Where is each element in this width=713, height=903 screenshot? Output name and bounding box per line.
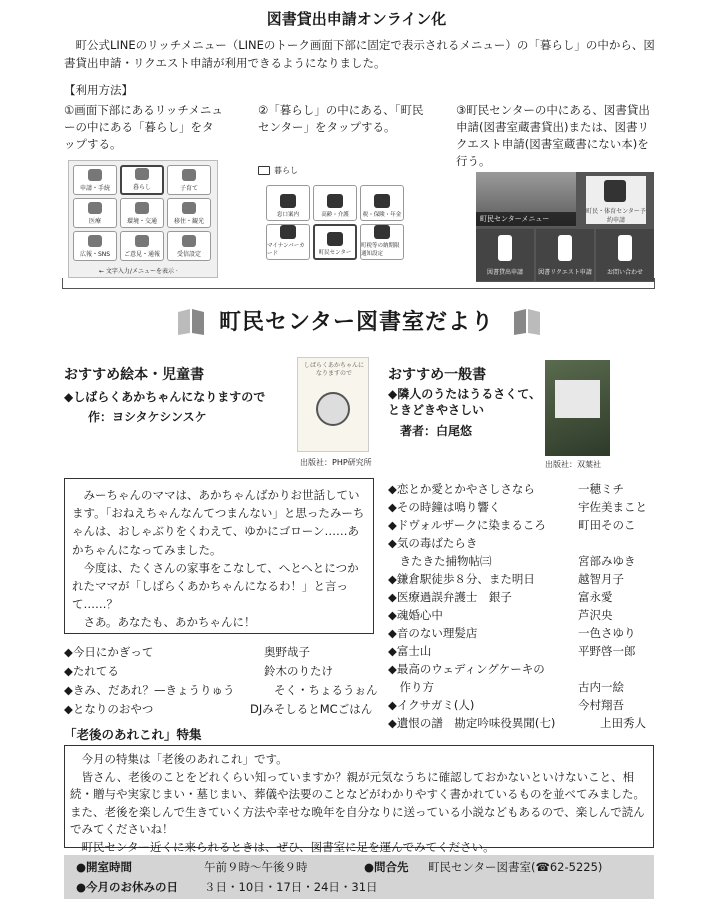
person-raising-hand-icon [558,235,572,261]
story-paragraph: 今度は、たくさんの家事をこなして、へとへとにつかれたママが「しばらくあかちゃんになるわ！」と言って……？ [72,560,359,612]
doctor-icon [88,202,102,214]
center-menu-mockup [476,172,654,282]
list-item: ◆たれてる 鈴木のりたけ [64,664,333,678]
section-divider [62,288,655,289]
phone-icon [618,235,632,261]
list-item: ◆となりのおやつ DJみそしるとMCごはん [64,702,373,716]
monitor-icon [258,166,270,175]
menu-cell: 窓口案内 [266,185,310,221]
feature-text [70,751,650,856]
gear-icon [182,235,196,247]
menu-cell: 受信設定 [167,231,211,261]
step-3: ③町民センターの中にある、図書貸出申請(図書室蔵書貸出)または、図書リクエスト申請(図書室蔵書にない本)を行う。 [456,103,650,168]
mockup-footer: ← 文字入力/メニューを表示 · [99,268,178,275]
center-building-icon [327,232,343,246]
feature-paragraph: 今月の特集は「老後のあれこれ」です。 [81,752,288,766]
sightseeing-icon [182,202,196,214]
elderly-icon [327,194,343,208]
menu-cell: 移住・観光 [167,198,211,228]
list-item: ◆今日にかぎって 奥野哉子 [64,645,310,659]
contact-label: ●問合先 [364,860,409,874]
house-icon [135,168,149,180]
list-item: ◆きみ、だあれ？—きょうりゅう そく・ちょるうぉん [64,683,378,697]
child-icon [182,169,196,181]
general-publisher: 出版社：双葉社 [545,460,601,469]
mockup-header: 暮らし [274,166,298,175]
online-intro: 町公式LINEのリッチメニュー（LINEのトーク画面下部に固定で表示されるメニュー）の「暮らし」の中から、図書貸出申請・リクエスト申請が利用できるようになりました。 [64,38,655,70]
kids-book-cover [297,357,369,452]
feature-paragraph: 皆さん、老後のことをどれくらい知っていますか？親が元気なうちに確認しておかないといけないこと、相続・贈与や実家じまい・墓じまい、葬儀や法要のことなどがわかりやすく書かれているものを並べてみました。また、老後を楽しんで生きていく方法や幸せな晩年を自分なりに送っている小説などもあるので、楽しんで読んでみてくださいね！ [70,769,645,836]
menu-cell-center: 町民センター [313,224,357,260]
kids-heading: おすすめ絵本・児童書 [64,367,205,383]
card-icon [280,225,296,239]
story-paragraph: みーちゃんのママは、あかちゃんばかりお世話しています。「おねえちゃんなんてつまんない」と思ったみーちゃんは、おしゃぶりをくわえて、ゆかにゴローン……あかちゃんになってみました。 [72,488,365,557]
feature-heading: 「老後のあれこれ」特集 [64,727,202,742]
menu-cell: 環境・交通 [120,198,164,228]
online-title: 図書貸出申請オンライン化 [266,10,447,28]
menu-cell: マイナンバーカード [266,224,310,260]
closed-label: ●今月のお休みの日 [76,880,179,894]
menu-cell: お問い合わせ [596,229,654,281]
baby-illustration [316,392,350,426]
menu-cell: 高齢・介護 [313,185,357,221]
section-divider [654,278,655,288]
menu-cell-kurashi: 暮らし [120,165,164,195]
story-paragraph: さあ。あなたも、あかちゃんに！ [83,615,256,630]
feature-paragraph: 町民センター近くに来られるときは、ぜひ、図書室に足を運んでみてください。 [81,839,495,854]
rich-menu-mockup [68,160,218,278]
menu-cell: 子育て [167,165,211,195]
kurashi-menu-mockup [258,165,408,265]
info-footer [64,855,654,899]
step-1: ①画面下部にあるリッチメニューの中にある「暮らし」をタップする。 [64,103,223,151]
kids-featured-title: ◆しばらくあかちゃんになりますので [64,390,266,404]
reservation-badge: 町民・体育センター予約申請 [586,176,646,224]
cover-title: しばらくあかちゃんになりますので [303,362,364,377]
hours-label: ●開室時間 [76,860,133,874]
hours-value: 午前９時～午後９時 [204,860,308,874]
story-text [72,486,370,632]
menu-cell: 図書貸出申請 [476,229,534,281]
menu-cell: 町税等の納期限通知設定 [360,224,404,260]
menu-cell: ご意見・通報 [120,231,164,261]
building-icon [280,194,296,208]
closed-value: ３日・10日・17日・24日・31日 [204,880,378,894]
cover-panel [555,380,600,418]
menu-cell: 広報・SNS [73,231,117,261]
menu-cell: 図書リクエスト申請 [536,229,594,281]
money-bag-icon [374,194,390,208]
megaphone-icon [88,235,102,247]
kids-publisher: 出版社：PHP研究所 [300,458,372,467]
library-title: 町民センター図書室だより [218,310,495,335]
section-divider [62,278,63,288]
menu-cell: 税・保険・年金 [360,185,404,221]
open-book-icon [512,306,542,336]
general-book-cover [545,360,610,456]
center-menu-banner: 町民センターメニュー [476,212,576,226]
general-featured-author: 著者：白尾悠 [400,424,473,438]
general-featured-title: ◆隣人のうたはうるさくて、ときどきやさしい [388,387,541,417]
menu-cell: 医療 [73,198,117,228]
mail-icon [135,235,149,247]
general-heading: おすすめ一般書 [388,367,487,383]
menu-cell: 申請・手続 [73,165,117,195]
calendar-icon [604,180,626,202]
calendar-icon [374,225,390,239]
person-reading-icon [498,235,512,261]
usage-label: 【利用方法】 [64,83,133,97]
contact-value: 町民センター図書室(☎62-5225) [428,860,603,874]
form-icon [88,169,102,181]
kids-featured-author: 作：ヨシタケシンスケ [88,410,207,424]
bus-icon [135,202,149,214]
step-2: ②「暮らし」の中にある、「町民センター」をタップする。 [258,103,424,134]
